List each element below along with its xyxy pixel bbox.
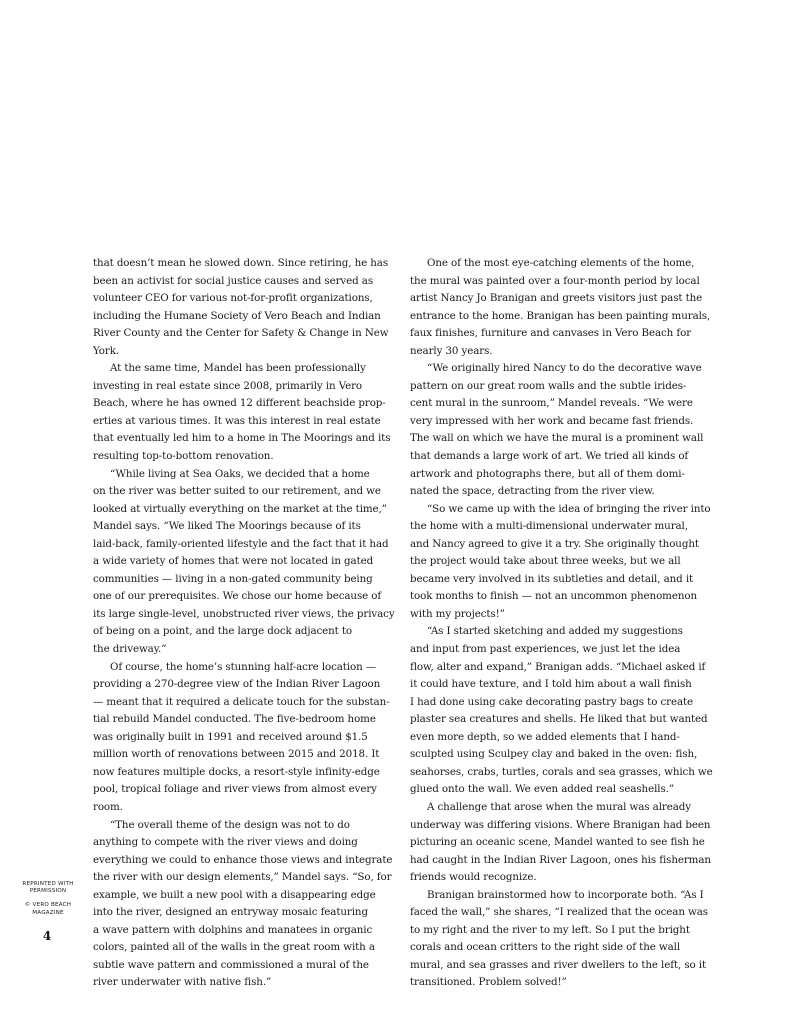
left-column-line: million worth of renovations between 2015 and 2018. It — [93, 748, 380, 761]
left-column-line: York. — [93, 344, 120, 357]
right-column-line: transitioned. Problem solved!” — [410, 976, 567, 989]
left-column-line: anything to compete with the river views and doing — [93, 836, 358, 849]
right-column-line: seahorses, crabs, turtles, corals and sea grasses, which we — [410, 765, 713, 778]
right-column-line: to my right and the river to my left. So I put the bright — [410, 923, 690, 936]
right-column-line: A challenge that arose when the mural was already — [427, 800, 691, 813]
left-column-line: Mandel says. “We liked The Moorings because of its — [93, 520, 361, 533]
copyright-line1: © VERO BEACH — [24, 902, 72, 909]
right-column-line: with my projects!” — [410, 607, 505, 620]
left-column-line: erties at various times. It was this interest in real estate — [93, 414, 381, 427]
right-column-line: mural, and sea grasses and river dwellers to the left, so it — [410, 958, 707, 971]
right-column-line: faux finishes, furniture and canvases in Vero Beach for — [410, 327, 692, 340]
left-column-line: been an activist for social justice causes and served as — [93, 274, 374, 287]
right-column-line: the project would take about three weeks, but we all — [410, 555, 681, 568]
right-column-line: “So we came up with the idea of bringing the river into — [427, 502, 711, 515]
right-column-line: plaster sea creatures and shells. He liked that but wanted — [410, 713, 708, 726]
left-column-line: of being on a point, and the large dock adjacent to — [93, 625, 353, 638]
right-column-line: corals and ocean critters to the right side of the wall — [410, 941, 681, 954]
right-column-line: and Nancy agreed to give it a try. She originally thought — [410, 537, 699, 550]
right-column-line: sculpted using Sculpey clay and baked in the oven: fish, — [410, 748, 698, 761]
left-column-line: volunteer CEO for various not-for-profit organizations, — [93, 292, 373, 305]
right-column-line: glued onto the wall. We even added real seashells.” — [410, 783, 674, 796]
right-column-line: it could have texture, and I told him about a wall finish — [410, 678, 692, 691]
right-column-line: “As I started sketching and added my suggestions — [427, 625, 683, 638]
left-column-line: everything we could to enhance those views and integrate — [93, 853, 393, 866]
right-column-line: took months to finish — not an uncommon phenomenon — [410, 590, 697, 603]
right-column-line: artwork and photographs there, but all of them domi- — [410, 467, 685, 480]
right-column-line: very impressed with her work and became fast friends. — [410, 414, 694, 427]
right-column-line: became very involved in its subtleties and detail, and it — [410, 572, 694, 585]
left-column-line: the river with our design elements,” Mandel says. “So, for — [93, 871, 392, 884]
article-column-left — [93, 255, 395, 992]
reprint-notice-line2: PERMISSION — [29, 888, 67, 895]
left-column-line: a wave pattern with dolphins and manatees in organic — [93, 923, 373, 936]
left-column-line: laid-back, family-oriented lifestyle and the fact that it had — [93, 537, 389, 550]
left-column-line: pool, tropical foliage and river views from almost every — [93, 783, 377, 796]
left-column-line: Beach, where he has owned 12 different beachside prop- — [93, 397, 386, 410]
left-column-line: was originally built in 1991 and received around $1.5 — [93, 730, 368, 743]
left-column-line: providing a 270-degree view of the Indian River Lagoon — [93, 678, 381, 691]
right-column-line: cent mural in the sunroom,” Mandel reveals. “We were — [410, 397, 693, 410]
left-column-line: that doesn’t mean he slowed down. Since retiring, he has — [93, 257, 389, 269]
left-column-line: including the Humane Society of Vero Beach and Indian — [93, 309, 381, 322]
left-column-line: its large single-level, unobstructed river views, the privacy — [93, 607, 395, 620]
left-column-line: room. — [93, 800, 123, 813]
right-column-line: nated the space, detracting from the river view. — [410, 485, 655, 498]
right-column-line: Branigan brainstormed how to incorporate both. “As I — [427, 888, 704, 901]
page-number: 4 — [42, 929, 52, 943]
right-column-line: even more depth, so we added elements that I hand- — [410, 730, 680, 743]
left-column-line: looked at virtually everything on the market at the time,” — [93, 502, 387, 515]
right-column-line: picturing an oceanic scene, Mandel wanted to see fish he — [410, 836, 705, 849]
right-column-line: flow, alter and expand,” Branigan adds. “Michael asked if — [410, 660, 706, 673]
left-column-line: communities — living in a non-gated community being — [93, 572, 373, 585]
right-column-line: the mural was painted over a four-month period by local — [410, 274, 700, 287]
left-column-line: “While living at Sea Oaks, we decided that a home — [110, 467, 370, 480]
right-column-line: nearly 30 years. — [410, 344, 493, 357]
left-column-line: Of course, the home’s stunning half-acre location — — [110, 660, 377, 673]
left-column-line: that eventually led him to a home in The Moorings and its — [93, 432, 391, 445]
left-column-line: tial rebuild Mandel conducted. The five-bedroom home — [93, 713, 376, 726]
left-column-line: investing in real estate since 2008, primarily in Vero — [93, 379, 363, 392]
right-column-line: had caught in the Indian River Lagoon, ones his fisherman — [410, 853, 711, 866]
article-column-right — [410, 255, 713, 992]
left-column-line: the driveway.” — [93, 643, 167, 656]
reprint-notice-line1: REPRINTED WITH — [22, 881, 74, 887]
right-column-line: entrance to the home. Branigan has been painting murals, — [410, 309, 711, 322]
right-column-line: underway was differing visions. Where Branigan had been — [410, 818, 711, 831]
left-column-line: “The overall theme of the design was not to do — [110, 818, 350, 831]
left-column-line: into the river, designed an entryway mosaic featuring — [93, 906, 368, 919]
right-column-line: faced the wall,” she shares, “I realized that the ocean was — [410, 906, 708, 919]
right-column-line: friends would recognize. — [410, 871, 537, 884]
right-column-line: One of the most eye-catching elements of the home, — [427, 257, 695, 269]
right-column-line: that demands a large work of art. We tried all kinds of — [410, 450, 689, 463]
right-column-line: artist Nancy Jo Branigan and greets visitors just past the — [410, 292, 703, 305]
left-column-line: — meant that it required a delicate touch for the substan- — [93, 695, 390, 708]
reprint-credit — [18, 881, 78, 917]
right-column-line: the home with a multi-dimensional underwater mural, — [410, 520, 688, 533]
left-column-line: River County and the Center for Safety & Change in New — [93, 327, 389, 340]
left-column-line: one of our prerequisites. We chose our home because of — [93, 590, 382, 603]
left-column-line: river underwater with native fish.” — [93, 976, 272, 989]
left-column-line: At the same time, Mandel has been professionally — [110, 362, 366, 375]
left-column-line: a wide variety of homes that were not located in gated — [93, 555, 374, 568]
left-column-line: now features multiple docks, a resort-style infinity-edge — [93, 765, 380, 778]
left-column-line: resulting top-to-bottom renovation. — [93, 450, 274, 463]
right-column-line: I had done using cake decorating pastry bags to create — [410, 695, 694, 708]
copyright-line2: MAGAZINE — [32, 909, 64, 916]
left-column-line: on the river was better suited to our retirement, and we — [93, 485, 381, 498]
right-column-line: pattern on our great room walls and the subtle irides- — [410, 379, 687, 392]
right-column-line: The wall on which we have the mural is a prominent wall — [410, 432, 704, 445]
left-column-line: colors, painted all of the walls in the great room with a — [93, 941, 375, 954]
right-column-line: “We originally hired Nancy to do the decorative wave — [427, 362, 702, 375]
left-column-line: example, we built a new pool with a disappearing edge — [93, 888, 376, 901]
right-column-line: and input from past experiences, we just let the idea — [410, 643, 681, 656]
left-column-line: subtle wave pattern and commissioned a mural of the — [93, 958, 369, 971]
